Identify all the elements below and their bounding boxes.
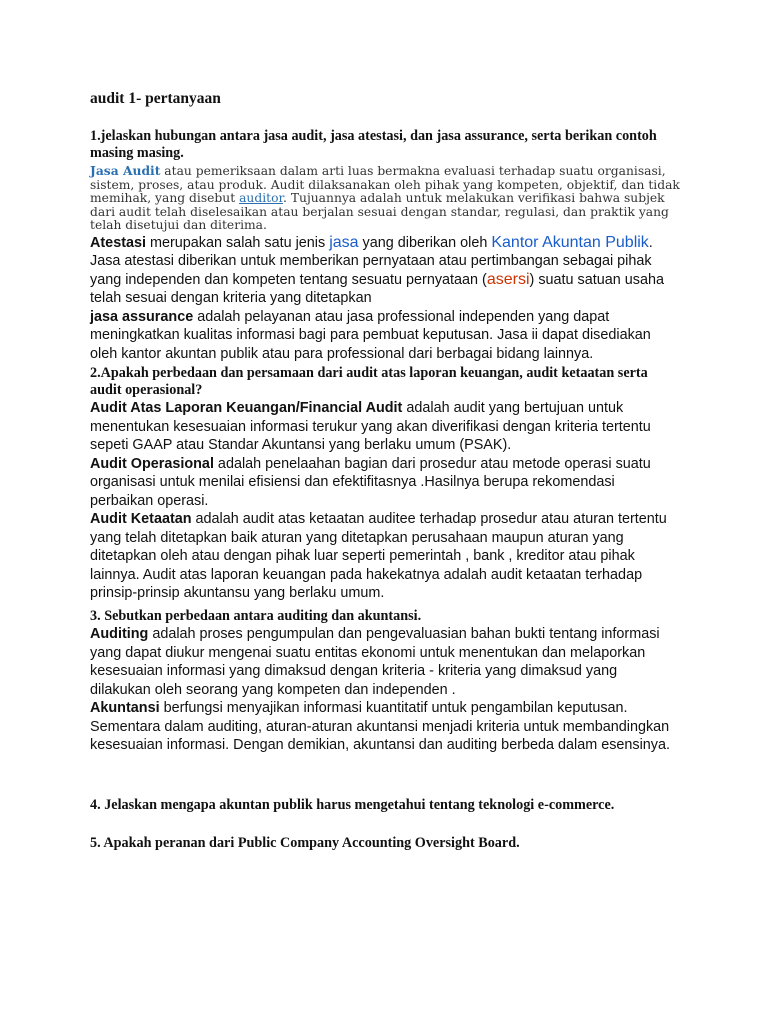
- atestasi-text-4: ) suatu satuan usaha telah sesuai dengan kriteria yang ditetapkan: [90, 271, 664, 307]
- kantor-akuntan-publik-link[interactable]: Kantor Akuntan Publik: [491, 233, 649, 251]
- atestasi-term: Atestasi: [90, 234, 146, 251]
- question-5: 5. Apakah peranan dari Public Company Accounting Oversight Board.: [90, 835, 520, 851]
- financial-audit-paragraph: [90, 399, 680, 455]
- audit-operasional-paragraph: [90, 455, 680, 511]
- audit-ketaatan-term: Audit Ketaatan: [90, 511, 192, 527]
- auditing-paragraph: [90, 625, 680, 699]
- audit-ketaatan-text: adalah audit atas ketaatan auditee terhadap prosedur atau aturan tertentu yang telah ditetapkan baik aturan yang ditetapkan perusahaan maupun aturan yang ditetapkan oleh atau dengan pihak luar seperti pemerintah , bank , kreditor atau pihak lainnya. Audit atas laporan keuangan pada hakekatnya adalah audit ketaatan terhadap prinsip-prinsip akuntansu yang berlaku umum.: [90, 511, 667, 601]
- question-1-section: [90, 128, 680, 363]
- atestasi-text-2: yang diberikan oleh: [358, 234, 492, 251]
- question-2-section: [90, 365, 680, 603]
- jasa-audit-text-2: . Tujuannya adalah untuk melakukan verifikasi bahwa subjek dari audit telah diselesaikan atau berjalan sesuai dengan standar, regulasi, dan praktik yang telah disetujui dan diterima.: [90, 191, 669, 233]
- jasa-audit-paragraph: [90, 164, 680, 233]
- akuntansi-text: berfungsi menyajikan informasi kuantitatif untuk pengambilan keputusan. Sementara dalam auditing, aturan-aturan akuntansi menjadi kriteria untuk membandingkan kesesuaian informasi. Dengan demikian, akuntansi dan auditing berbeda dalam esensinya.: [90, 700, 670, 753]
- assurance-term: jasa assurance: [90, 308, 194, 325]
- question-3-section: [90, 608, 680, 755]
- audit-operasional-text: adalah penelaahan bagian dari prosedur atau metode operasi suatu organisasi untuk menilai efisiensi dan efektifitasnya .Hasilnya berupa rekomendasi perbaikan operasi.: [90, 455, 651, 509]
- auditing-term: Auditing: [90, 626, 149, 642]
- audit-operasional-term: Audit Operasional: [90, 455, 214, 472]
- akuntansi-paragraph: [90, 699, 680, 755]
- atestasi-text-3: . Jasa atestasi diberikan untuk memberikan pernyataan atau pertimbangan sebagai pihak yang independen dan kompeten tentang sesuatu pernyataan (: [90, 234, 653, 288]
- page-title: audit 1- pertanyaan: [90, 90, 221, 107]
- assurance-text: adalah pelayanan atau jasa professional independen yang dapat meningkatkan kualitas informasi bagi para pembuat keputusan. Jasa ii dapat disediakan oleh kantor akuntan publik atau para professional dari berbagai bidang lainnya.: [90, 308, 651, 362]
- question-1: 1.jelaskan hubungan antara jasa audit, jasa atestasi, dan jasa assurance, serta berikan contoh masing masing.: [90, 128, 657, 161]
- audit-ketaatan-paragraph: [90, 510, 680, 603]
- financial-audit-term: Audit Atas Laporan Keuangan/Financial Audit: [90, 400, 403, 416]
- assurance-paragraph: [90, 308, 680, 364]
- jasa-audit-term: Jasa Audit: [90, 163, 161, 178]
- atestasi-text-1: merupakan salah satu jenis: [146, 234, 330, 251]
- auditing-text: adalah proses pengumpulan dan pengevaluasian bahan bukti tentang informasi yang dapat diukur mengenai suatu entitas ekonomi untuk menentukan dan melaporkan kesesuaian informasi yang dimaksud dengan kriteria - kriteria yang dimaksud yang dilakukan oleh seorang yang kompeten dan independen .: [90, 626, 660, 698]
- question-4-section: [90, 797, 680, 814]
- question-4: 4. Jelaskan mengapa akuntan publik harus mengetahui tentang teknologi e-commerce.: [90, 797, 615, 813]
- jasa-audit-text-1: atau pemeriksaan dalam arti luas bermakna evaluasi terhadap suatu organisasi, sistem, proses, atau produk. Audit dilaksanakan oleh pihak yang kompeten, objektif, dan tidak memihak, yang disebut: [90, 164, 680, 206]
- akuntansi-term: Akuntansi: [90, 700, 160, 716]
- atestasi-paragraph: [90, 234, 680, 308]
- question-5-section: [90, 835, 680, 852]
- auditor-link[interactable]: auditor: [239, 191, 284, 206]
- financial-audit-text: adalah audit yang bertujuan untuk menentukan kesesuaian informasi terukur yang akan diverifikasi dengan kriteria tertentu sepeti GAAP atau Standar Akuntansi yang berlaku umum (PSAK).: [90, 400, 651, 453]
- question-3: 3. Sebutkan perbedaan antara auditing dan akuntansi.: [90, 608, 422, 624]
- asersi-link[interactable]: asersi: [486, 270, 530, 288]
- question-2: 2.Apakah perbedaan dan persamaan dari audit atas laporan keuangan, audit ketaatan serta audit operasional?: [90, 365, 648, 398]
- jasa-link[interactable]: jasa: [329, 233, 359, 251]
